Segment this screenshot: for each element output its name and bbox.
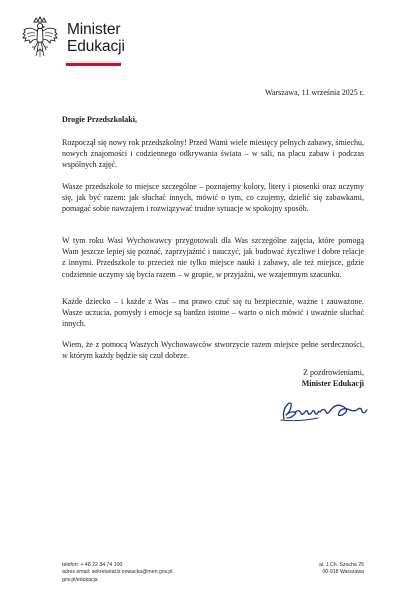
footer-email[interactable]: adres email: sekretariat.b.nowacka@men.gov.pl (62, 569, 173, 576)
letterhead (20, 16, 220, 60)
paragraph-text: Wasze przedszkole to miejsce szczególne – poznajemy kolory, litery i piosenki oraz uczymy się, jak być razem: jak słuchać innych, mówić o tym, co czujemy, dzielić się zabawkami, pomagać sobie nawzajem i rozwiązywać trudne sytuacje w spokojny sposób. (62, 182, 364, 214)
letter-paragraph-2 (62, 181, 364, 215)
closing-phrase: Z pozdrowieniami, (303, 368, 364, 377)
paragraph-text: Rozpoczął się nowy rok przedszkolny! Przed Wami wiele miesięcy pełnych zabawy, śmiechu, nowych znajomości i codziennego odkrywania świata – w sali, na placu zabaw i podczas wspólnych zajęć. (62, 138, 364, 170)
handwritten-signature (278, 398, 374, 424)
paragraph-text: Wiem, że z pomocą Waszych Wychowawców stworzycie razem miejsce pełne serdeczności, w którym każdy będzie się czuł dobrze. (62, 340, 364, 361)
ministry-line-1: Minister (67, 21, 121, 38)
footer-address (319, 562, 364, 577)
letter-paragraph-4 (62, 296, 364, 330)
letter-paragraph-3 (62, 235, 364, 280)
polish-eagle-emblem-icon (20, 16, 60, 60)
flag-stripe-red (66, 63, 121, 66)
letter-paragraph-5 (62, 339, 364, 361)
paragraph-text: W tym roku Wasi Wychowawcy przygotowali dla Was szczególne zajęcia, które pomogą Wam jeszcze lepiej się poznać, zaprzyjaźnić i nauczyć, jak budować życzliwe i dobre relacje z innymi. Przedszkole to przecież nie tylko miejsce nauki i zabawy, ale też miejsce, gdzie codziennie uczymy się bycia razem – w grupie, w przyjaźni, we wzajemnym szacunku. (62, 236, 364, 279)
letter-closing (302, 367, 364, 389)
paragraph-text: Każde dziecko – i każde z Was – ma prawo czuć się tu bezpiecznie, ważne i zauważone. Wasze uczucia, pomysły i emocje są bardzo istotne – warto o nich mówić i uważnie słuchać innych. (62, 297, 364, 329)
ministry-line-2: Edukacji (67, 38, 125, 55)
footer-contact (62, 562, 172, 584)
footer-website[interactable]: gov.pl/edukacja (62, 576, 98, 583)
footer-phone: telefon: + 48 22 34 74 100 (62, 562, 123, 568)
ministry-name (67, 21, 125, 55)
footer-street: al. J.Ch. Szucha 25 (319, 562, 364, 568)
letter-date: Warszawa, 11 września 2025 r. (264, 88, 364, 97)
footer-city: 00-918 Warszawa (322, 569, 364, 576)
letter-greeting: Drogie Przedszkolaki, (62, 115, 137, 124)
signatory-title: Minister Edukacji (301, 379, 364, 388)
letter-paragraph-1 (62, 137, 364, 171)
